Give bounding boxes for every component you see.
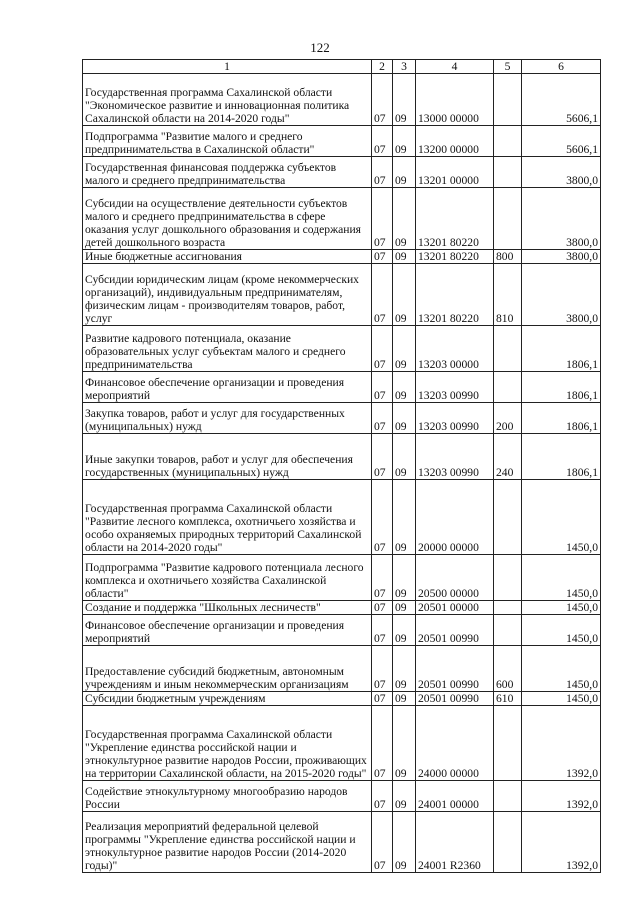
page-number: 122	[310, 40, 330, 55]
row-name: Субсидии бюджетным учреждениям	[83, 692, 372, 706]
target-article-code: 20501 00990	[416, 646, 494, 692]
expense-type-code	[494, 188, 522, 250]
section-code: 07	[372, 646, 393, 692]
subsection-code: 09	[393, 615, 416, 646]
row-name: Закупка товаров, работ и услуг для государственных (муниципальных) нужд	[83, 403, 372, 434]
section-code: 07	[372, 250, 393, 264]
section-code: 07	[372, 264, 393, 326]
target-article-code: 13200 00000	[416, 126, 494, 157]
section-code: 07	[372, 434, 393, 480]
subsection-code: 09	[393, 601, 416, 615]
row-name: Реализация мероприятий федеральной целевой программы "Укрепление единства российской нации и этнокультурное развитие народов России (2014-2020 годы)"	[83, 812, 372, 873]
row-name: Содействие этнокультурному многообразию народов России	[83, 781, 372, 812]
expense-type-code	[494, 157, 522, 188]
section-code: 07	[372, 692, 393, 706]
column-header: 3	[393, 60, 416, 74]
subsection-code: 09	[393, 250, 416, 264]
target-article-code: 13201 00000	[416, 157, 494, 188]
expense-type-code	[494, 555, 522, 601]
expense-type-code: 610	[494, 692, 522, 706]
expense-type-code: 200	[494, 403, 522, 434]
expense-type-code	[494, 480, 522, 555]
amount: 1806,1	[522, 372, 601, 403]
row-name: Иные закупки товаров, работ и услуг для обеспечения государственных (муниципальных) нужд	[83, 434, 372, 480]
target-article-code: 13201 80220	[416, 264, 494, 326]
amount: 3800,0	[522, 264, 601, 326]
expense-type-code	[494, 615, 522, 646]
expense-type-code: 810	[494, 264, 522, 326]
row-name: Государственная финансовая поддержка субъектов малого и среднего предпринимательства	[83, 157, 372, 188]
target-article-code: 13201 80220	[416, 188, 494, 250]
expense-type-code: 800	[494, 250, 522, 264]
target-article-code: 20501 00990	[416, 692, 494, 706]
subsection-code: 09	[393, 434, 416, 480]
table-row	[83, 126, 601, 157]
target-article-code: 24001 00000	[416, 781, 494, 812]
subsection-code: 09	[393, 372, 416, 403]
target-article-code: 24000 00000	[416, 706, 494, 781]
table-row	[83, 434, 601, 480]
section-code: 07	[372, 480, 393, 555]
subsection-code: 09	[393, 812, 416, 873]
section-code: 07	[372, 326, 393, 372]
expense-type-code	[494, 326, 522, 372]
expense-type-code	[494, 601, 522, 615]
subsection-code: 09	[393, 555, 416, 601]
amount: 1392,0	[522, 781, 601, 812]
expense-type-code	[494, 781, 522, 812]
target-article-code: 20501 00990	[416, 615, 494, 646]
table-row	[83, 188, 601, 250]
expense-type-code	[494, 706, 522, 781]
target-article-code: 20000 00000	[416, 480, 494, 555]
amount: 5606,1	[522, 74, 601, 126]
row-name: Государственная программа Сахалинской области "Укрепление единства российской нации и этнокультурное развитие народов России, проживающих на территории Сахалинской области, на 2015-2020 годы"	[83, 706, 372, 781]
target-article-code: 13203 00000	[416, 326, 494, 372]
table-row	[83, 250, 601, 264]
subsection-code: 09	[393, 126, 416, 157]
expense-type-code: 240	[494, 434, 522, 480]
target-article-code: 24001 R2360	[416, 812, 494, 873]
target-article-code: 20500 00000	[416, 555, 494, 601]
subsection-code: 09	[393, 480, 416, 555]
section-code: 07	[372, 403, 393, 434]
table-row	[83, 646, 601, 692]
header-row	[83, 60, 601, 74]
table-row	[83, 812, 601, 873]
subsection-code: 09	[393, 74, 416, 126]
amount: 5606,1	[522, 126, 601, 157]
amount: 3800,0	[522, 157, 601, 188]
table-row	[83, 403, 601, 434]
amount: 1450,0	[522, 601, 601, 615]
row-name: Государственная программа Сахалинской области "Развитие лесного комплекса, охотничьего хозяйства и особо охраняемых природных территорий Сахалинской области на 2014-2020 годы"	[83, 480, 372, 555]
section-code: 07	[372, 555, 393, 601]
row-name: Развитие кадрового потенциала, оказание образовательных услуг субъектам малого и среднего предпринимательства	[83, 326, 372, 372]
amount: 1806,1	[522, 326, 601, 372]
amount: 1450,0	[522, 555, 601, 601]
table-row	[83, 555, 601, 601]
row-name: Создание и поддержка "Школьных лесничеств"	[83, 601, 372, 615]
row-name: Подпрограмма "Развитие кадрового потенциала лесного комплекса и охотничьего хозяйства Сахалинской области"	[83, 555, 372, 601]
row-name: Субсидии на осуществление деятельности субъектов малого и среднего предпринимательства в сфере оказания услуг дошкольного образования и содержания детей дошкольного возраста	[83, 188, 372, 250]
subsection-code: 09	[393, 188, 416, 250]
expense-type-code	[494, 812, 522, 873]
target-article-code: 13203 00990	[416, 403, 494, 434]
subsection-code: 09	[393, 706, 416, 781]
target-article-code: 13201 80220	[416, 250, 494, 264]
subsection-code: 09	[393, 326, 416, 372]
expense-type-code	[494, 126, 522, 157]
amount: 1450,0	[522, 646, 601, 692]
section-code: 07	[372, 601, 393, 615]
table-row	[83, 264, 601, 326]
row-name: Государственная программа Сахалинской области "Экономическое развитие и инновационная политика Сахалинской области на 2014-2020 годы"	[83, 74, 372, 126]
table-row	[83, 706, 601, 781]
subsection-code: 09	[393, 264, 416, 326]
row-name: Иные бюджетные ассигнования	[83, 250, 372, 264]
section-code: 07	[372, 157, 393, 188]
row-name: Финансовое обеспечение организации и проведения мероприятий	[83, 372, 372, 403]
row-name: Подпрограмма "Развитие малого и среднего предпринимательства в Сахалинской области"	[83, 126, 372, 157]
subsection-code: 09	[393, 646, 416, 692]
section-code: 07	[372, 74, 393, 126]
amount: 1392,0	[522, 706, 601, 781]
amount: 1392,0	[522, 812, 601, 873]
expense-type-code: 600	[494, 646, 522, 692]
table-row	[83, 601, 601, 615]
table-row	[83, 74, 601, 126]
target-article-code: 13203 00990	[416, 372, 494, 403]
table-row	[83, 326, 601, 372]
amount: 1450,0	[522, 692, 601, 706]
column-header: 4	[416, 60, 494, 74]
amount: 3800,0	[522, 250, 601, 264]
subsection-code: 09	[393, 692, 416, 706]
table-row	[83, 615, 601, 646]
table-row	[83, 480, 601, 555]
row-name: Предоставление субсидий бюджетным, автономным учреждениям и иным некоммерческим организациям	[83, 646, 372, 692]
expense-type-code	[494, 74, 522, 126]
section-code: 07	[372, 188, 393, 250]
column-header: 5	[494, 60, 522, 74]
amount: 1450,0	[522, 480, 601, 555]
section-code: 07	[372, 372, 393, 403]
section-code: 07	[372, 126, 393, 157]
subsection-code: 09	[393, 403, 416, 434]
subsection-code: 09	[393, 157, 416, 188]
row-name: Субсидии юридическим лицам (кроме некоммерческих организаций), индивидуальным предпринимателям, физическим лицам - производителям товаров, работ, услуг	[83, 264, 372, 326]
column-header: 6	[522, 60, 601, 74]
subsection-code: 09	[393, 781, 416, 812]
section-code: 07	[372, 615, 393, 646]
column-header: 2	[372, 60, 393, 74]
amount: 1806,1	[522, 434, 601, 480]
amount: 1806,1	[522, 403, 601, 434]
table-row	[83, 372, 601, 403]
target-article-code: 20501 00000	[416, 601, 494, 615]
section-code: 07	[372, 812, 393, 873]
row-name: Финансовое обеспечение организации и проведения мероприятий	[83, 615, 372, 646]
expense-type-code	[494, 372, 522, 403]
target-article-code: 13000 00000	[416, 74, 494, 126]
section-code: 07	[372, 706, 393, 781]
budget-table	[82, 59, 601, 873]
amount: 1450,0	[522, 615, 601, 646]
table-row	[83, 157, 601, 188]
table-row	[83, 692, 601, 706]
section-code: 07	[372, 781, 393, 812]
amount: 3800,0	[522, 188, 601, 250]
column-header: 1	[83, 60, 372, 74]
table-row	[83, 781, 601, 812]
target-article-code: 13203 00990	[416, 434, 494, 480]
